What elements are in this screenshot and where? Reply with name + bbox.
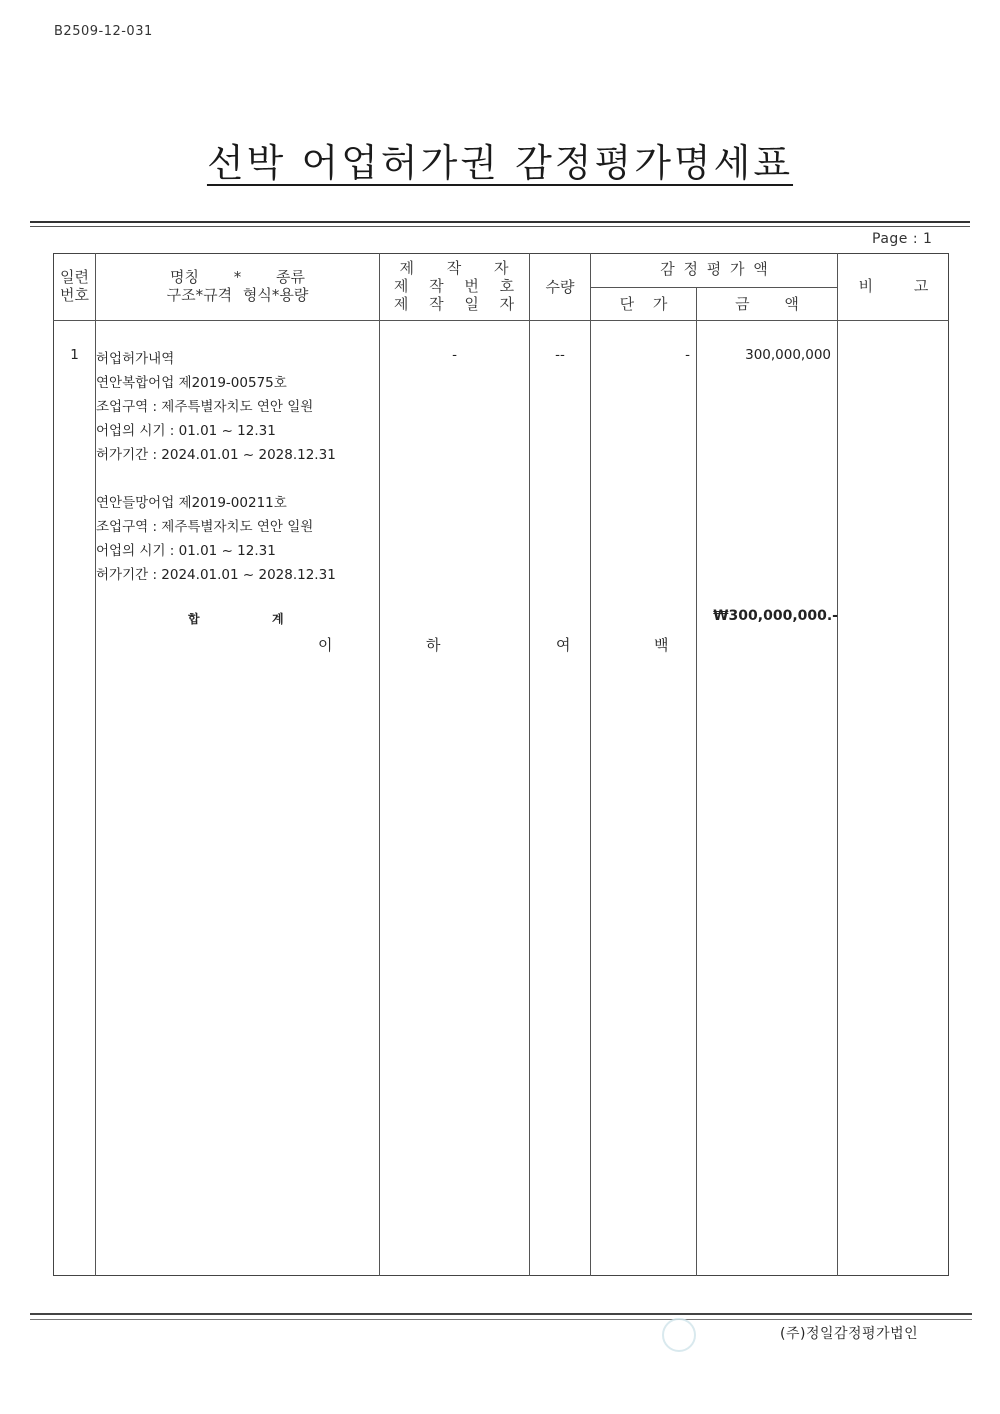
header-name — [96, 268, 379, 304]
row-detail-line: 허업허가내역 — [96, 351, 175, 367]
col-divider-maker — [529, 253, 530, 1276]
row-quantity: -- — [555, 347, 565, 363]
row-amount: 300,000,000 — [745, 347, 831, 363]
closing-mark: 하 — [426, 636, 441, 654]
company-seal-icon — [662, 1318, 696, 1352]
header-quantity: 수량 — [545, 278, 575, 296]
closing-mark: 이 — [318, 636, 333, 654]
header-serial-line1: 일련 — [60, 268, 89, 286]
header-appraisal: 감 정 평 가 액 — [660, 260, 768, 278]
footer-company-name: (주)정일감정평가법인 — [780, 1326, 919, 1342]
row-maker: - — [452, 347, 457, 363]
row-detail-line: 조업구역 : 제주특별자치도 연안 일원 — [96, 399, 314, 415]
document-title-text: 선박 어업허가권 감정평가명세표 — [206, 141, 794, 185]
header-unit-price: 단 가 — [619, 295, 668, 313]
row-detail-line: 조업구역 : 제주특별자치도 연안 일원 — [96, 519, 314, 535]
appraisal-subheader-line — [590, 287, 837, 288]
bottom-divider — [30, 1313, 972, 1315]
header-bottom-line — [53, 320, 949, 321]
col-divider-name — [379, 253, 380, 1276]
row-detail-line: 연안들망어업 제2019-00211호 — [96, 495, 287, 511]
header-name-line2: 구조*규격 형식*용량 — [166, 286, 309, 304]
col-divider-qty — [590, 253, 591, 1276]
total-label-2: 계 — [272, 612, 284, 626]
col-divider-price — [696, 287, 697, 1276]
total-label-1: 합 — [188, 612, 200, 626]
row-detail-line: 허가기간 : 2024.01.01 ~ 2028.12.31 — [96, 447, 336, 463]
row-unit-price: - — [685, 347, 690, 363]
closing-mark: 백 — [654, 636, 669, 654]
header-maker-line2: 제 작 번 호 — [393, 277, 516, 295]
row-serial-no: 1 — [70, 347, 79, 363]
header-serial-line2: 번호 — [60, 286, 89, 304]
header-serial-no — [54, 268, 95, 304]
col-divider-amount — [837, 253, 838, 1276]
header-name-line1: 명칭 * 종류 — [170, 268, 305, 286]
top-divider — [30, 221, 970, 223]
bottom-divider-thin — [30, 1319, 972, 1320]
top-divider-thin — [30, 226, 970, 227]
total-amount: ₩300,000,000.- — [713, 608, 838, 624]
document-title — [0, 132, 1000, 187]
header-amount: 금 액 — [735, 295, 799, 313]
row-detail-line: 어업의 시기 : 01.01 ~ 12.31 — [96, 543, 276, 559]
page-number: Page : 1 — [872, 231, 933, 247]
row-detail-line: 연안복합어업 제2019-00575호 — [96, 375, 287, 391]
row-detail-line: 어업의 시기 : 01.01 ~ 12.31 — [96, 423, 276, 439]
header-remarks: 비 고 — [858, 277, 929, 295]
header-maker — [380, 259, 529, 313]
header-maker-line1: 제 작 자 — [399, 259, 510, 277]
document-code: B2509-12-031 — [54, 24, 153, 39]
header-maker-line3: 제 작 일 자 — [393, 295, 516, 313]
closing-mark: 여 — [556, 636, 571, 654]
row-detail-line: 허가기간 : 2024.01.01 ~ 2028.12.31 — [96, 567, 336, 583]
